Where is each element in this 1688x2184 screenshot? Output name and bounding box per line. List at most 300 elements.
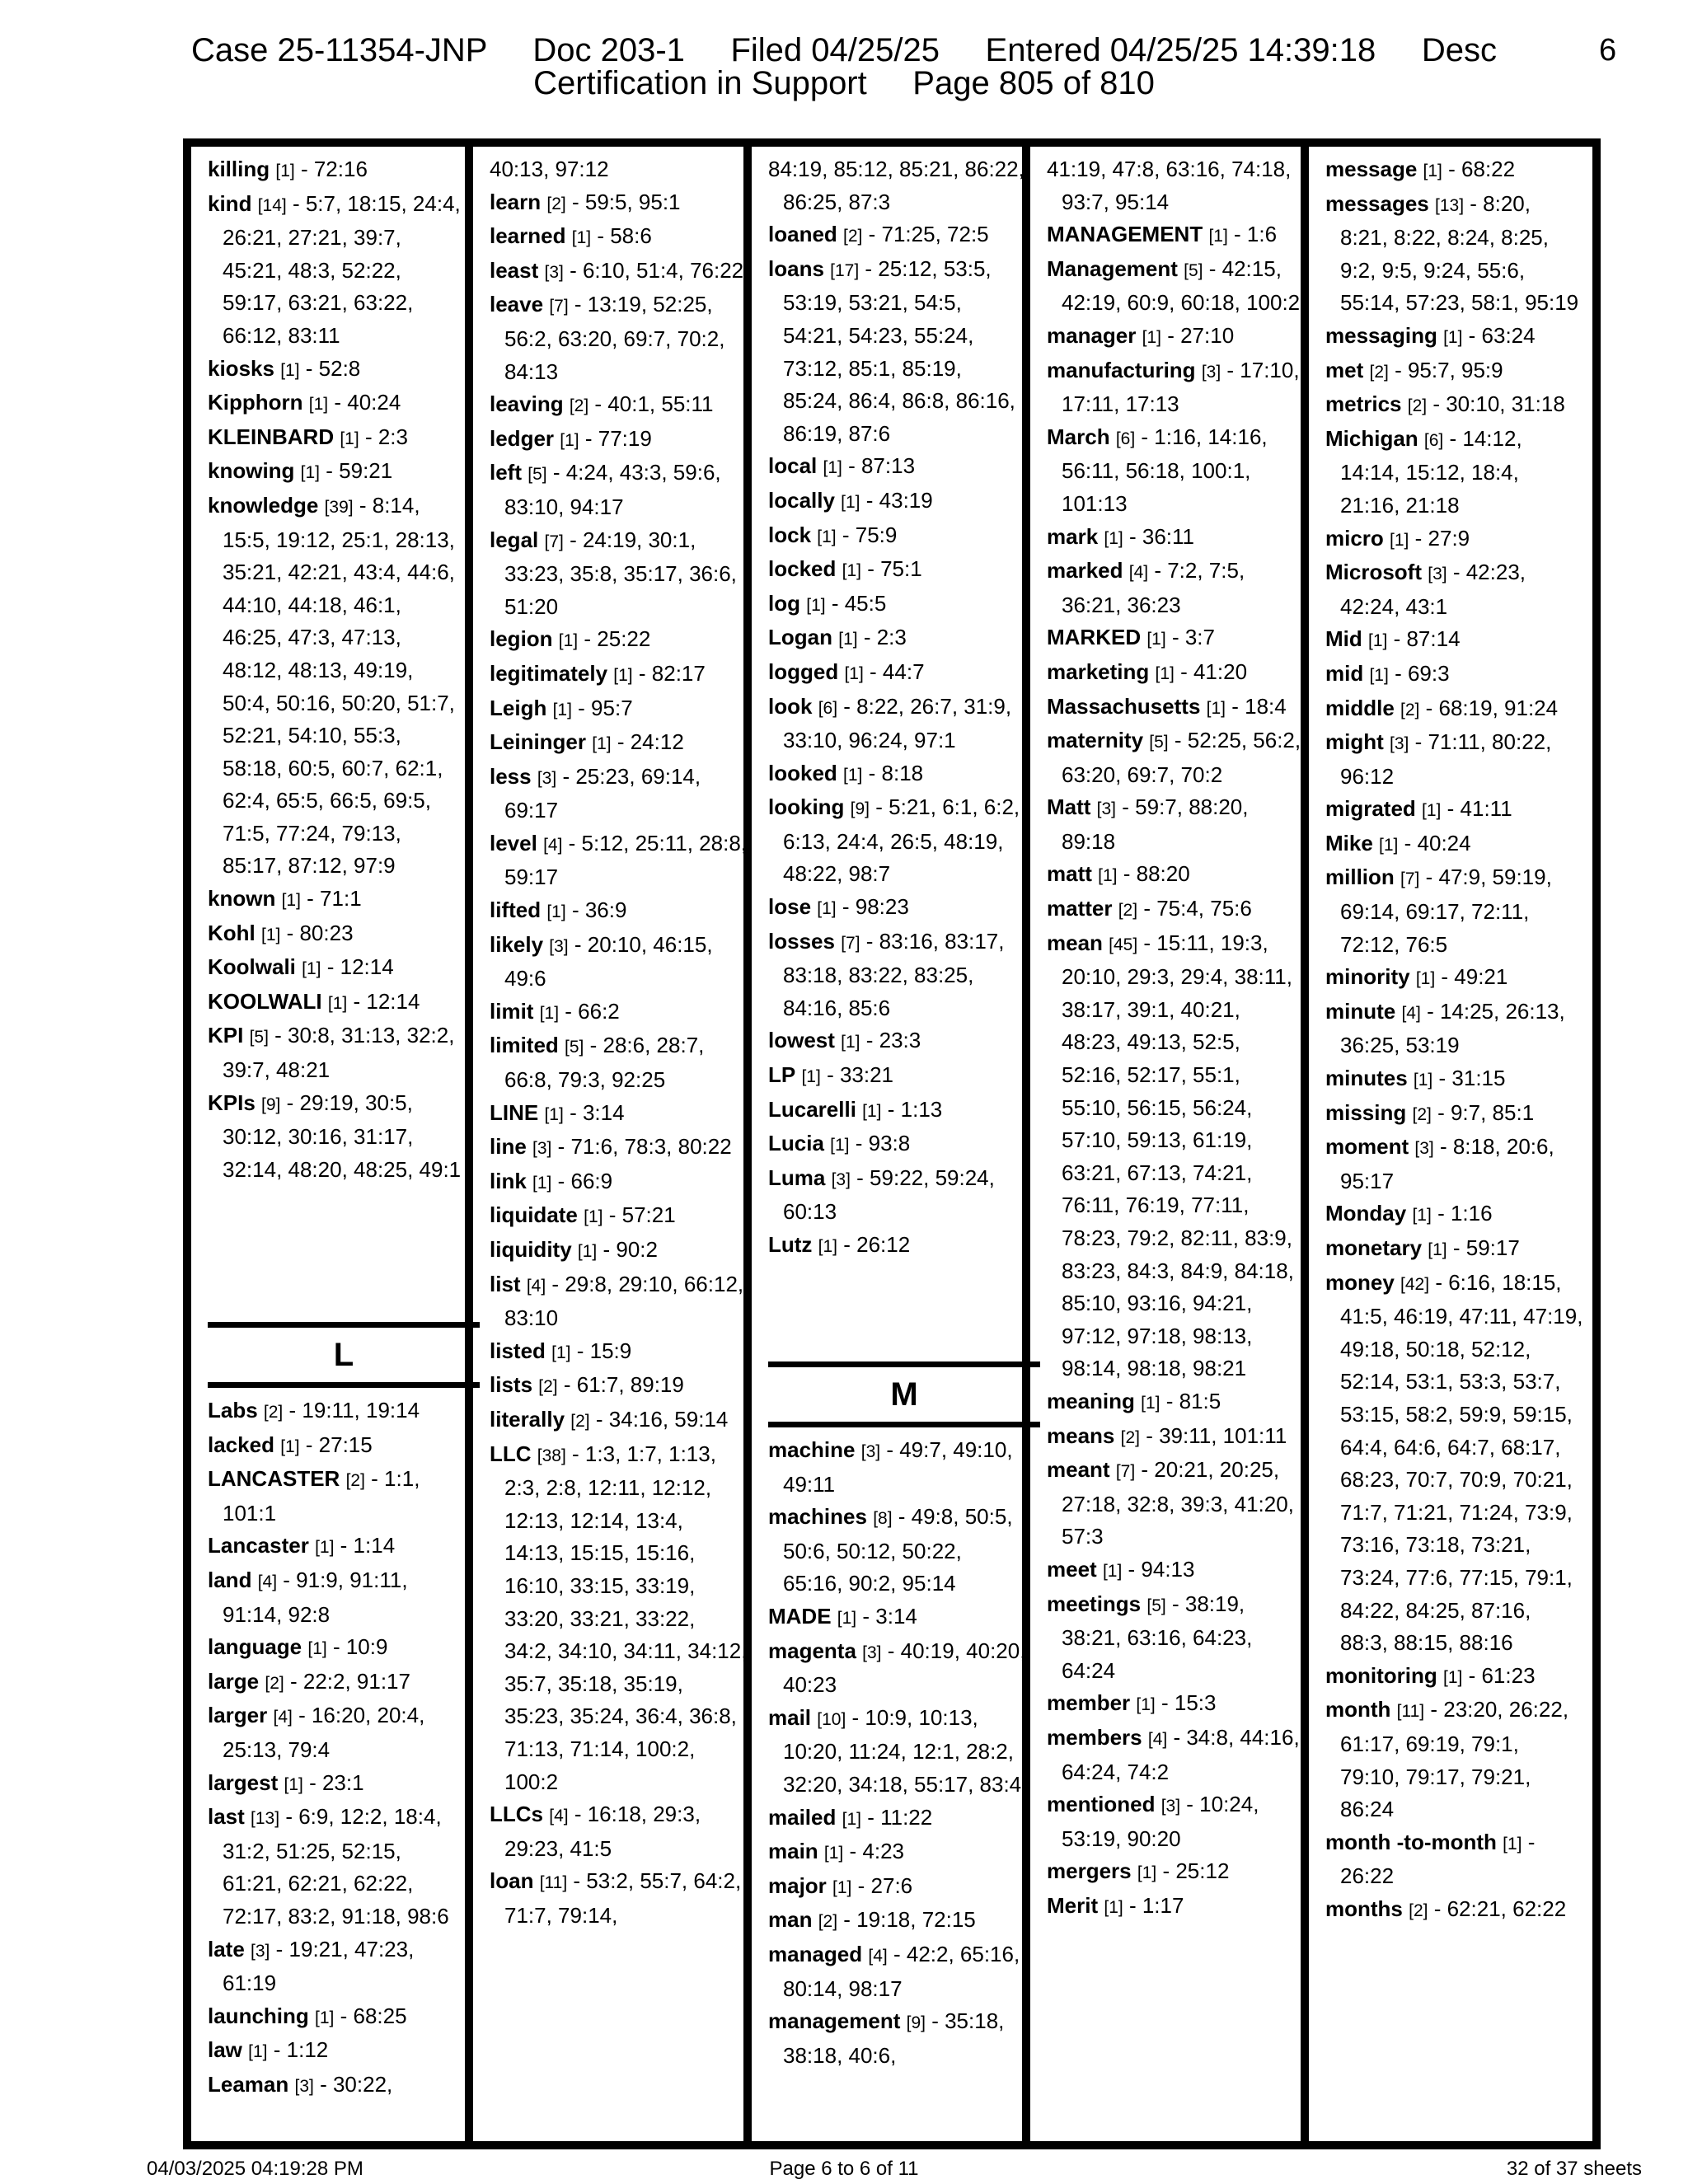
index-entry (1325, 1197, 1584, 1232)
index-entry (208, 421, 467, 456)
occurrence-count: [39] (324, 497, 354, 517)
index-entry (1047, 320, 1306, 354)
occurrence-count: [1] (842, 1809, 861, 1829)
occurrence-count: [1] (818, 1237, 838, 1256)
index-entry (768, 1802, 1027, 1836)
index-term: matter (1047, 896, 1113, 921)
index-term: matt (1047, 861, 1092, 887)
occurrence-count: [1] (838, 630, 858, 649)
index-entry (208, 917, 467, 952)
occurrence-count: [4] (1128, 563, 1149, 583)
occurrence-count: [1] (539, 1003, 560, 1023)
index-term: locked (768, 556, 837, 582)
occurrence-count: [1] (1206, 698, 1226, 718)
index-term: Mid (1325, 626, 1362, 652)
occurrence-count: [1] (1136, 1695, 1156, 1715)
index-entry (1325, 188, 1584, 320)
index-entry (490, 996, 748, 1030)
page-line-refs: - 35:18, 38:18, 40:6, (783, 2008, 1005, 2068)
index-term: legal (490, 527, 539, 552)
index-term: monitoring (1325, 1662, 1437, 1688)
index-entry (1325, 354, 1584, 389)
index-term: migrated (1325, 796, 1416, 822)
index-term: MADE (768, 1603, 832, 1629)
occurrence-count: [1] (1098, 866, 1118, 886)
index-term: metrics (1325, 391, 1402, 417)
page-line-refs: - 26:12 (843, 1232, 911, 1257)
page-line-refs: - 8:22, 26:7, 31:9, 33:10, 96:24, 97:1 (783, 693, 1012, 753)
occurrence-count: [3] (1428, 565, 1447, 584)
index-term: money (1325, 1269, 1395, 1295)
index-term: locally (768, 487, 835, 513)
index-term: look (768, 693, 813, 719)
page-line-refs: - 47:9, 59:19, 69:14, 69:17, 72:11, 72:12, 76:5 (1340, 865, 1552, 957)
occurrence-count: [2] (1120, 1427, 1140, 1447)
page-line-refs: - 75:9 (842, 522, 898, 547)
page-line-refs: - 15:3 (1160, 1690, 1217, 1716)
index-entry (768, 2005, 1027, 2072)
page-line-refs: - 19:18, 72:15 (843, 1907, 976, 1933)
index-term: level (490, 830, 537, 855)
index-term: message (1325, 157, 1418, 181)
index-term: log (768, 590, 800, 616)
index-term: KOOLWALI (208, 988, 322, 1014)
index-term: man (768, 1907, 813, 1933)
index-entry (1047, 153, 1306, 218)
index-term: Monday (1325, 1201, 1407, 1226)
footer-timestamp: 04/03/2025 04:19:28 PM (147, 2158, 363, 2180)
page-line-refs: - 68:22 (1448, 157, 1516, 181)
occurrence-count: [1] (546, 902, 566, 922)
index-entry (208, 1767, 467, 1802)
page-line-refs: - 95:7 (578, 695, 633, 720)
page-line-refs: - 19:21, 47:23, 61:19 (223, 1936, 415, 1996)
occurrence-count: [1] (302, 959, 321, 979)
occurrence-count: [1] (817, 899, 837, 919)
index-entry (1047, 893, 1306, 927)
index-entry (490, 1165, 748, 1200)
occurrence-count: [7] (1115, 1462, 1136, 1482)
index-entry (1325, 523, 1584, 557)
page-line-refs: - 25:22 (584, 626, 651, 652)
index-term: meet (1047, 1556, 1097, 1582)
index-term: Logan (768, 625, 832, 650)
occurrence-count: [3] (831, 1169, 851, 1189)
index-term: legion (490, 626, 553, 652)
index-entry (1325, 726, 1584, 793)
index-frame (183, 138, 1601, 2149)
page-line-refs: - 36:11 (1128, 523, 1194, 549)
occurrence-count: [4] (526, 1276, 546, 1296)
index-term: mentioned (1047, 1792, 1156, 1817)
index-entry (490, 1438, 748, 1799)
index-entry (490, 1234, 748, 1268)
column-1-top-entries (208, 153, 480, 1186)
page-line-refs: - 9:7, 85:1 (1437, 1099, 1535, 1125)
index-term: known (208, 886, 276, 912)
index-term: loans (768, 255, 824, 281)
occurrence-count: [1] (281, 891, 301, 911)
index-term: Michigan (1325, 425, 1418, 451)
page-line-refs: - 33:21 (827, 1062, 894, 1088)
occurrence-count: [1] (315, 2008, 335, 2027)
index-entry (490, 692, 748, 727)
occurrence-count: [3] (294, 2076, 314, 2096)
occurrence-count: [1] (1104, 528, 1123, 548)
occurrence-count: [7] (549, 297, 569, 316)
index-term: KPI (208, 1023, 244, 1048)
index-term: member (1047, 1690, 1131, 1716)
page-line-refs: - 90:2 (603, 1237, 658, 1262)
occurrence-count: [3] (1201, 362, 1221, 382)
page-line-refs: - 28:6, 28:7, 66:8, 79:3, 92:25 (504, 1033, 705, 1093)
index-entry (1047, 1420, 1306, 1455)
index-term: Lancaster (208, 1533, 309, 1558)
index-term: minute (1325, 998, 1396, 1024)
index-entry (1047, 858, 1306, 893)
page-line-refs: - 59:7, 88:20, 89:18 (1062, 794, 1249, 854)
page-line-refs: 40:13, 97:12 (490, 157, 609, 181)
index-term: killing (208, 157, 270, 181)
occurrence-count: [4] (1147, 1729, 1168, 1749)
occurrence-count: [4] (543, 835, 563, 855)
occurrence-count: [4] (1401, 1003, 1421, 1023)
page-line-refs: - 75:1 (867, 556, 922, 582)
page-line-refs: - 8:18 (868, 760, 924, 785)
page-line-refs: - 42:23, 42:24, 43:1 (1340, 560, 1526, 619)
occurrence-count: [1] (806, 595, 826, 615)
index-term: Leininger (490, 729, 587, 755)
index-entry (490, 761, 748, 827)
page-line-refs: - 6:16, 18:15, 41:5, 46:19, 47:11, 47:19, 49:18, 50:18, 52:12, 52:14, 53:1, 53:3, 53:7, 53:15, 58:2, 59:9, 59:15, 64:4, 64:6, 64:7, 68:17, 68:23, 70:7, 70:9, 70:21, 71:7, 71:21, 71:24, 73:9, 73:16, 73:18, 73:21, 73:24, 77:6, 77:15, 79:1, 84:22, 84:25, 87:16, 88:3, 88:15, 88:16 (1340, 1269, 1583, 1656)
index-term: loan (490, 1868, 534, 1894)
occurrence-count: [1] (280, 360, 300, 380)
page-line-refs: - 59:22, 59:24, 60:13 (783, 1165, 995, 1225)
occurrence-count: [4] (868, 1946, 888, 1966)
occurrence-count: [1] (1137, 1863, 1157, 1883)
index-term: knowing (208, 458, 295, 484)
case-header-line-2: Certification in Support Page 805 of 810 (533, 65, 1155, 101)
index-term: last (208, 1804, 245, 1830)
index-term: machine (768, 1437, 856, 1462)
index-term: messages (1325, 190, 1429, 216)
index-term: lacked (208, 1432, 274, 1457)
index-entry (1325, 1893, 1584, 1928)
index-entry (1047, 1385, 1306, 1420)
occurrence-count: [1] (801, 1067, 821, 1087)
page-line-refs: - 16:18, 29:3, 29:23, 41:5 (504, 1802, 701, 1861)
occurrence-count: [11] (539, 1873, 568, 1893)
occurrence-count: [2] (1118, 901, 1138, 921)
occurrence-count: [1] (592, 734, 612, 754)
index-term: mailed (768, 1804, 837, 1830)
index-entry (1047, 1687, 1306, 1722)
occurrence-count: [1] (560, 430, 579, 450)
index-term: Microsoft (1325, 560, 1422, 585)
index-term: Luma (768, 1165, 826, 1190)
index-term: monetary (1325, 1235, 1423, 1260)
index-term: left (490, 460, 522, 485)
index-term: lifted (490, 898, 542, 923)
occurrence-count: [3] (549, 936, 569, 956)
index-entry (768, 926, 1027, 1025)
page-line-refs: - 20:10, 46:15, 49:6 (504, 931, 713, 991)
occurrence-count: [1] (841, 492, 860, 512)
index-term: less (490, 763, 532, 789)
index-entry (208, 1394, 467, 1429)
index-term: manufacturing (1047, 357, 1196, 382)
index-entry (490, 524, 748, 624)
occurrence-count: [6] (1115, 429, 1136, 448)
index-entry (208, 2000, 467, 2035)
page-line-refs: - 61:7, 89:19 (563, 1372, 684, 1398)
index-term: lists (490, 1372, 533, 1398)
index-term: micro (1325, 525, 1384, 551)
index-entry (1047, 1554, 1306, 1588)
page-line-refs: - 30:8, 31:13, 32:2, 39:7, 48:21 (223, 1023, 455, 1083)
index-entry (490, 1335, 748, 1370)
index-term: literally (490, 1406, 565, 1432)
page-line-refs: - 30:10, 31:18 (1432, 391, 1565, 417)
index-term: missing (1325, 1099, 1407, 1125)
index-term: lose (768, 894, 812, 920)
index-term: mid (1325, 660, 1364, 686)
occurrence-count: [1] (1415, 969, 1436, 989)
page-line-refs: - 26:22 (1340, 1829, 1536, 1889)
index-term: meant (1047, 1457, 1110, 1483)
occurrence-count: [3] (1160, 1797, 1181, 1816)
occurrence-count: [1] (300, 463, 321, 483)
page-line-refs: - 10:24, 53:19, 90:20 (1062, 1792, 1259, 1851)
occurrence-count: [2] (843, 227, 863, 246)
section-heading-m: M (768, 1361, 1040, 1427)
occurrence-count: [2] (1412, 1104, 1432, 1124)
occurrence-count: [1] (1412, 1206, 1432, 1226)
occurrence-count: [4] (273, 1708, 293, 1727)
index-entry (768, 791, 1027, 891)
page-line-refs: - 1:14 (340, 1533, 396, 1558)
index-term: met (1325, 357, 1364, 382)
index-entry (1047, 218, 1306, 253)
page-line-refs: - 23:3 (865, 1028, 921, 1053)
index-entry (208, 1087, 467, 1187)
page-line-refs: - 94:13 (1128, 1556, 1195, 1582)
page-line-refs: - 11:22 (867, 1804, 933, 1830)
page-line-refs: - 82:17 (638, 660, 706, 686)
index-entry (1325, 1694, 1584, 1825)
index-term: major (768, 1872, 827, 1898)
page-line-refs: - 6:9, 12:2, 18:4, 31:2, 51:25, 52:15, 61:21, 62:21, 62:22, 72:17, 83:2, 91:18, 98:6 (223, 1804, 449, 1929)
occurrence-count: [9] (906, 2013, 926, 2033)
page-line-refs: - 15:11, 19:3, 20:10, 29:3, 29:4, 38:11, 38:17, 39:1, 40:21, 48:23, 49:13, 52:5, 52:16, 52:17, 55:1, 55:10, 56:15, 56:24, 57:10, 59:13, 61:19, 63:21, 67:13, 74:21, 76:11, 76:19, 77:11, 78:23, 79:2, 82:11, 83:9, 83:23, 84:3, 84:9, 84:18, 85:10, 93:16, 94:21, 97:12, 97:18, 98:13, 98:14, 98:18, 98:21 (1062, 930, 1294, 1381)
index-entry (490, 1865, 748, 1932)
index-term: least (490, 257, 539, 283)
index-entry (768, 218, 1027, 253)
column-3-top-entries (768, 153, 1040, 1263)
page-line-refs: - 80:23 (286, 920, 354, 945)
occurrence-count: [6] (1423, 430, 1444, 450)
page-line-refs: - 20:21, 20:25, 27:18, 32:8, 39:3, 41:20, 57:3 (1062, 1457, 1294, 1549)
occurrence-count: [1] (577, 1242, 598, 1261)
index-entry (768, 450, 1027, 485)
index-entry (768, 553, 1027, 588)
index-term: list (490, 1271, 521, 1296)
index-entry (208, 883, 467, 917)
index-term: Lutz (768, 1232, 813, 1257)
occurrence-count: [13] (1435, 195, 1465, 215)
index-term: limit (490, 998, 534, 1024)
page-line-refs: - 68:19, 91:24 (1425, 695, 1559, 720)
index-term: Leaman (208, 2071, 289, 2097)
index-term: local (768, 453, 818, 479)
index-entry (768, 253, 1027, 451)
index-term: larger (208, 1703, 268, 1728)
occurrence-count: [1] (327, 993, 348, 1013)
page-line-refs: - 25:23, 69:14, 69:17 (504, 763, 701, 823)
occurrence-count: [1] (1208, 227, 1228, 246)
page-line-refs: - 17:10, 17:11, 17:13 (1062, 357, 1300, 417)
page-line-refs: - 1:12 (273, 2037, 329, 2063)
index-term: million (1325, 865, 1395, 890)
index-term: MARKED (1047, 625, 1142, 650)
occurrence-count: [10] (817, 1709, 846, 1729)
index-term: link (490, 1168, 527, 1193)
index-entry (208, 1019, 467, 1086)
occurrence-count: [2] (818, 1912, 838, 1932)
occurrence-count: [1] (584, 1207, 603, 1227)
index-term: loaned (768, 222, 837, 247)
page-line-refs: - 27:9 (1414, 525, 1470, 551)
page-line-refs: - 69:3 (1395, 660, 1450, 686)
page-line-refs: - 30:22, (320, 2071, 393, 2097)
occurrence-count: [2] (1409, 1900, 1428, 1920)
occurrence-count: [1] (1379, 835, 1399, 855)
index-term: learn (490, 189, 542, 214)
index-entry (1325, 1097, 1584, 1132)
index-entry (490, 255, 748, 289)
page-line-refs: - 22:2, 91:17 (289, 1668, 410, 1694)
occurrence-count: [5] (528, 465, 547, 485)
page-line-refs: - 8:14, 15:5, 19:12, 25:1, 28:13, 35:21, 42:21, 43:4, 44:6, 44:10, 44:18, 46:1, 46:25, 47:3, 47:13, 48:12, 48:13, 49:19, 50:4, 50:16, 50:20, 51:7, 52:21, 54:10, 55:3, 58:18, 60:5, 60:7, 62:1, 62:4, 65:5, 66:5, 69:5, 71:5, 77:24, 79:13, 85:17, 87:12, 97:9 (223, 492, 455, 879)
index-entry (1325, 793, 1584, 827)
index-entry (490, 423, 748, 457)
occurrence-count: [1] (552, 700, 572, 719)
index-entry (490, 827, 748, 894)
page-line-refs: - 44:7 (870, 658, 925, 684)
occurrence-count: [1] (532, 1173, 552, 1193)
occurrence-count: [5] (249, 1028, 269, 1047)
index-entry (208, 153, 467, 188)
index-entry (1325, 1267, 1584, 1660)
index-entry (1325, 1826, 1584, 1893)
occurrence-count: [1] (248, 2042, 268, 2062)
page-line-refs: - 2:3 (364, 424, 408, 449)
index-entry (1325, 1062, 1584, 1097)
page-line-refs: - 24:19, 30:1, 33:23, 35:8, 35:17, 36:6, 51:20 (504, 527, 737, 619)
occurrence-count: [3] (860, 1442, 881, 1461)
page-line-refs: - 59:5, 95:1 (571, 189, 681, 214)
page-line-refs: - 52:8 (305, 355, 361, 381)
page-line-refs: - 71:6, 78:3, 80:22 (557, 1134, 732, 1160)
index-term: Kohl (208, 920, 256, 945)
occurrence-count: [2] (1400, 700, 1420, 719)
index-entry (1047, 1454, 1306, 1554)
page-line-refs: - 52:25, 56:2, 63:20, 69:7, 70:2 (1062, 728, 1301, 787)
index-entry (490, 1404, 748, 1438)
index-term: management (768, 2008, 901, 2034)
page-line-refs: - 27:10 (1167, 322, 1235, 348)
index-column-2 (490, 153, 762, 2135)
occurrence-count: [1] (275, 162, 295, 180)
index-term: main (768, 1839, 818, 1864)
page-line-refs: - 77:19 (584, 425, 652, 451)
index-entry (208, 1564, 467, 1631)
index-entry (768, 153, 1027, 218)
index-entry (208, 353, 467, 387)
index-term: marketing (1047, 658, 1150, 684)
index-entry (490, 1268, 748, 1335)
occurrence-count: [1] (837, 1608, 857, 1628)
page-line-refs: - 72:16 (300, 157, 368, 181)
index-entry (768, 519, 1027, 554)
occurrence-count: [1] (844, 663, 864, 683)
page-line-refs: - 43:19 (865, 487, 933, 513)
index-term: LINE (490, 1099, 539, 1125)
index-entry (1325, 692, 1584, 727)
occurrence-count: [1] (315, 1538, 335, 1558)
index-entry (490, 623, 748, 658)
index-entry (768, 621, 1027, 656)
page-line-refs: - 61:23 (1468, 1662, 1536, 1688)
index-entry (1325, 996, 1584, 1062)
index-term: limited (490, 1033, 559, 1058)
occurrence-count: [1] (261, 925, 281, 944)
index-term: LANCASTER (208, 1466, 340, 1492)
page-line-refs: - 42:2, 65:16, 80:14, 98:17 (783, 1941, 1020, 2001)
index-entry (768, 1094, 1027, 1128)
index-entry (1047, 791, 1306, 858)
occurrence-count: [17] (830, 260, 860, 280)
index-entry (768, 1635, 1027, 1702)
index-term: Lucia (768, 1131, 824, 1156)
index-term: LLCs (490, 1802, 543, 1827)
occurrence-count: [1] (862, 1101, 882, 1121)
index-entry (208, 986, 467, 1020)
index-term: learned (490, 223, 566, 249)
occurrence-count: [11] (1396, 1702, 1425, 1722)
page-line-refs: - 34:16, 59:14 (595, 1406, 729, 1432)
page-line-refs: - 58:6 (597, 223, 652, 249)
page-line-refs: 84:19, 85:12, 85:21, 86:22, 86:25, 87:3 (768, 157, 1025, 214)
occurrence-count: [13] (251, 1809, 280, 1829)
index-entry (490, 288, 748, 388)
occurrence-count: [1] (1369, 665, 1389, 685)
occurrence-count: [1] (284, 1774, 303, 1794)
index-term: March (1047, 424, 1110, 449)
index-entry (1325, 1232, 1584, 1267)
occurrence-count: [1] (841, 1033, 860, 1052)
page-number: 6 (1599, 33, 1617, 68)
page-line-refs: - 1:16 (1437, 1201, 1493, 1226)
index-entry (1047, 354, 1306, 421)
index-term: month -to-month (1325, 1829, 1497, 1854)
index-entry (768, 1162, 1027, 1229)
page-line-refs: - 91:9, 91:11, 91:14, 92:8 (223, 1567, 408, 1627)
index-term: maternity (1047, 728, 1144, 753)
column-2-entries (490, 153, 762, 1932)
page-line-refs: - 27:6 (857, 1872, 913, 1898)
page-line-refs: - 13:19, 52:25, 56:2, 63:20, 69:7, 70:2, 84:13 (504, 292, 725, 384)
